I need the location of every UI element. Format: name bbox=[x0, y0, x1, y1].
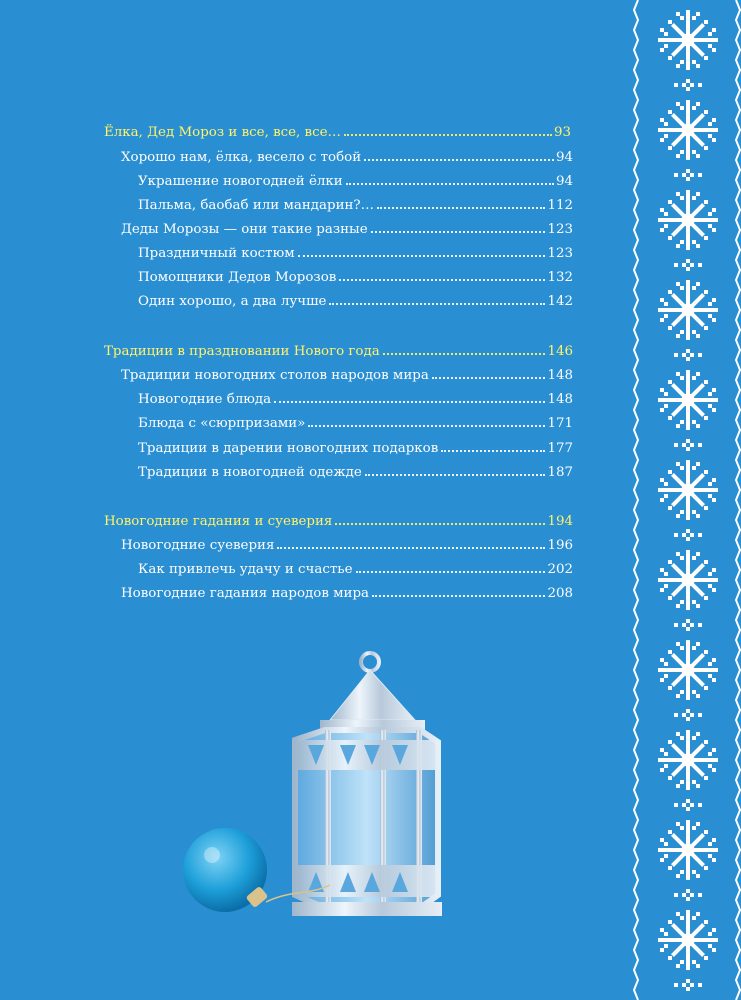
toc-page-number: 132 bbox=[547, 270, 573, 285]
toc-subentry[interactable] bbox=[138, 239, 573, 261]
toc-entry-title: Традиции в дарении новогодних подарков bbox=[138, 441, 439, 456]
toc-entry[interactable] bbox=[121, 579, 573, 601]
toc-page-number: 194 bbox=[547, 514, 573, 529]
toc-entry-title: Помощники Дедов Морозов bbox=[138, 270, 337, 285]
dot-leader bbox=[432, 376, 546, 379]
toc-section-title: Новогодние гадания и суеверия bbox=[104, 514, 333, 529]
toc-entry-title: Праздничный костюм bbox=[138, 246, 295, 261]
toc-entry[interactable] bbox=[121, 531, 573, 553]
toc-entry-title: Украшение новогодней ёлки bbox=[138, 174, 343, 189]
toc-subentry[interactable] bbox=[138, 191, 573, 213]
lantern-illustration bbox=[180, 640, 450, 940]
toc-entry-title: Деды Морозы — они такие разные bbox=[121, 222, 368, 237]
snowflake-knit-pattern-icon bbox=[630, 0, 741, 1000]
toc-entry-title: Традиции новогодних столов народов мира bbox=[121, 368, 429, 383]
toc-page-number: 208 bbox=[547, 586, 573, 601]
toc-entry-title: Пальма, баобаб или мандарин?… bbox=[138, 198, 374, 213]
dot-leader bbox=[277, 546, 545, 549]
dot-leader bbox=[298, 254, 546, 257]
dot-leader bbox=[329, 302, 545, 305]
dot-leader bbox=[364, 158, 554, 161]
toc-page-number: 187 bbox=[547, 465, 573, 480]
toc-page-number: 112 bbox=[547, 198, 573, 213]
dot-leader bbox=[356, 570, 546, 573]
toc-entry-title: Новогодние гадания народов мира bbox=[121, 586, 370, 601]
toc-entry[interactable] bbox=[121, 215, 573, 237]
toc-page-number: 177 bbox=[547, 441, 573, 456]
toc-page-number: 93 bbox=[553, 125, 571, 140]
dot-leader bbox=[377, 206, 545, 209]
toc-section-title: Традиции в праздновании Нового года bbox=[104, 344, 380, 359]
toc-subentry[interactable] bbox=[138, 434, 573, 456]
toc-subentry[interactable] bbox=[138, 385, 573, 407]
dot-leader bbox=[371, 230, 546, 233]
toc-entry-title: Традиции в новогодней одежде bbox=[138, 465, 362, 480]
toc-entry-title: Как привлечь удачу и счастье bbox=[138, 562, 353, 577]
toc-section-1[interactable] bbox=[104, 118, 571, 140]
toc-page-number: 142 bbox=[547, 294, 573, 309]
toc-entry[interactable] bbox=[121, 143, 573, 165]
toc-subentry[interactable] bbox=[138, 458, 573, 480]
toc-subentry[interactable] bbox=[138, 167, 573, 189]
toc-entry-title: Блюда с «сюрпризами» bbox=[138, 416, 306, 431]
dot-leader bbox=[441, 449, 545, 452]
toc-subentry[interactable] bbox=[138, 263, 573, 285]
dot-leader bbox=[339, 278, 545, 281]
toc-page-number: 123 bbox=[547, 246, 573, 261]
dot-leader bbox=[365, 473, 546, 476]
toc-section-2[interactable] bbox=[104, 337, 573, 359]
toc-section-3[interactable] bbox=[104, 507, 573, 529]
toc-entry-title: Новогодние суеверия bbox=[121, 538, 275, 553]
toc-subentry[interactable] bbox=[138, 555, 573, 577]
dot-leader bbox=[274, 400, 545, 403]
toc-subentry[interactable] bbox=[138, 287, 573, 309]
toc-entry-title: Хорошо нам, ёлка, весело с тобой bbox=[121, 150, 362, 165]
toc-page-number: 171 bbox=[547, 416, 573, 431]
toc-page-number: 146 bbox=[547, 344, 573, 359]
dot-leader bbox=[346, 182, 554, 185]
toc-page-number: 148 bbox=[547, 368, 573, 383]
toc-page-number: 94 bbox=[555, 150, 573, 165]
toc-page-number: 202 bbox=[547, 562, 573, 577]
dot-leader bbox=[335, 522, 545, 525]
toc-subentry[interactable] bbox=[138, 409, 573, 431]
dot-leader bbox=[383, 352, 546, 355]
toc-page-number: 123 bbox=[547, 222, 573, 237]
toc-page-number: 196 bbox=[547, 538, 573, 553]
toc-page-number: 148 bbox=[547, 392, 573, 407]
flake-column bbox=[658, 10, 718, 991]
silver-lantern-icon bbox=[292, 653, 442, 916]
toc-section-title: Ёлка, Дед Мороз и все, все, все… bbox=[104, 125, 341, 140]
dot-leader bbox=[308, 424, 545, 427]
toc-entry-title: Один хорошо, а два лучше bbox=[138, 294, 327, 309]
toc-entry[interactable] bbox=[121, 361, 573, 383]
dot-leader bbox=[344, 133, 552, 136]
toc-page-number: 94 bbox=[555, 174, 573, 189]
dot-leader bbox=[372, 594, 545, 597]
snowflake-ornament-band bbox=[628, 0, 741, 1000]
toc-entry-title: Новогодние блюда bbox=[138, 392, 272, 407]
